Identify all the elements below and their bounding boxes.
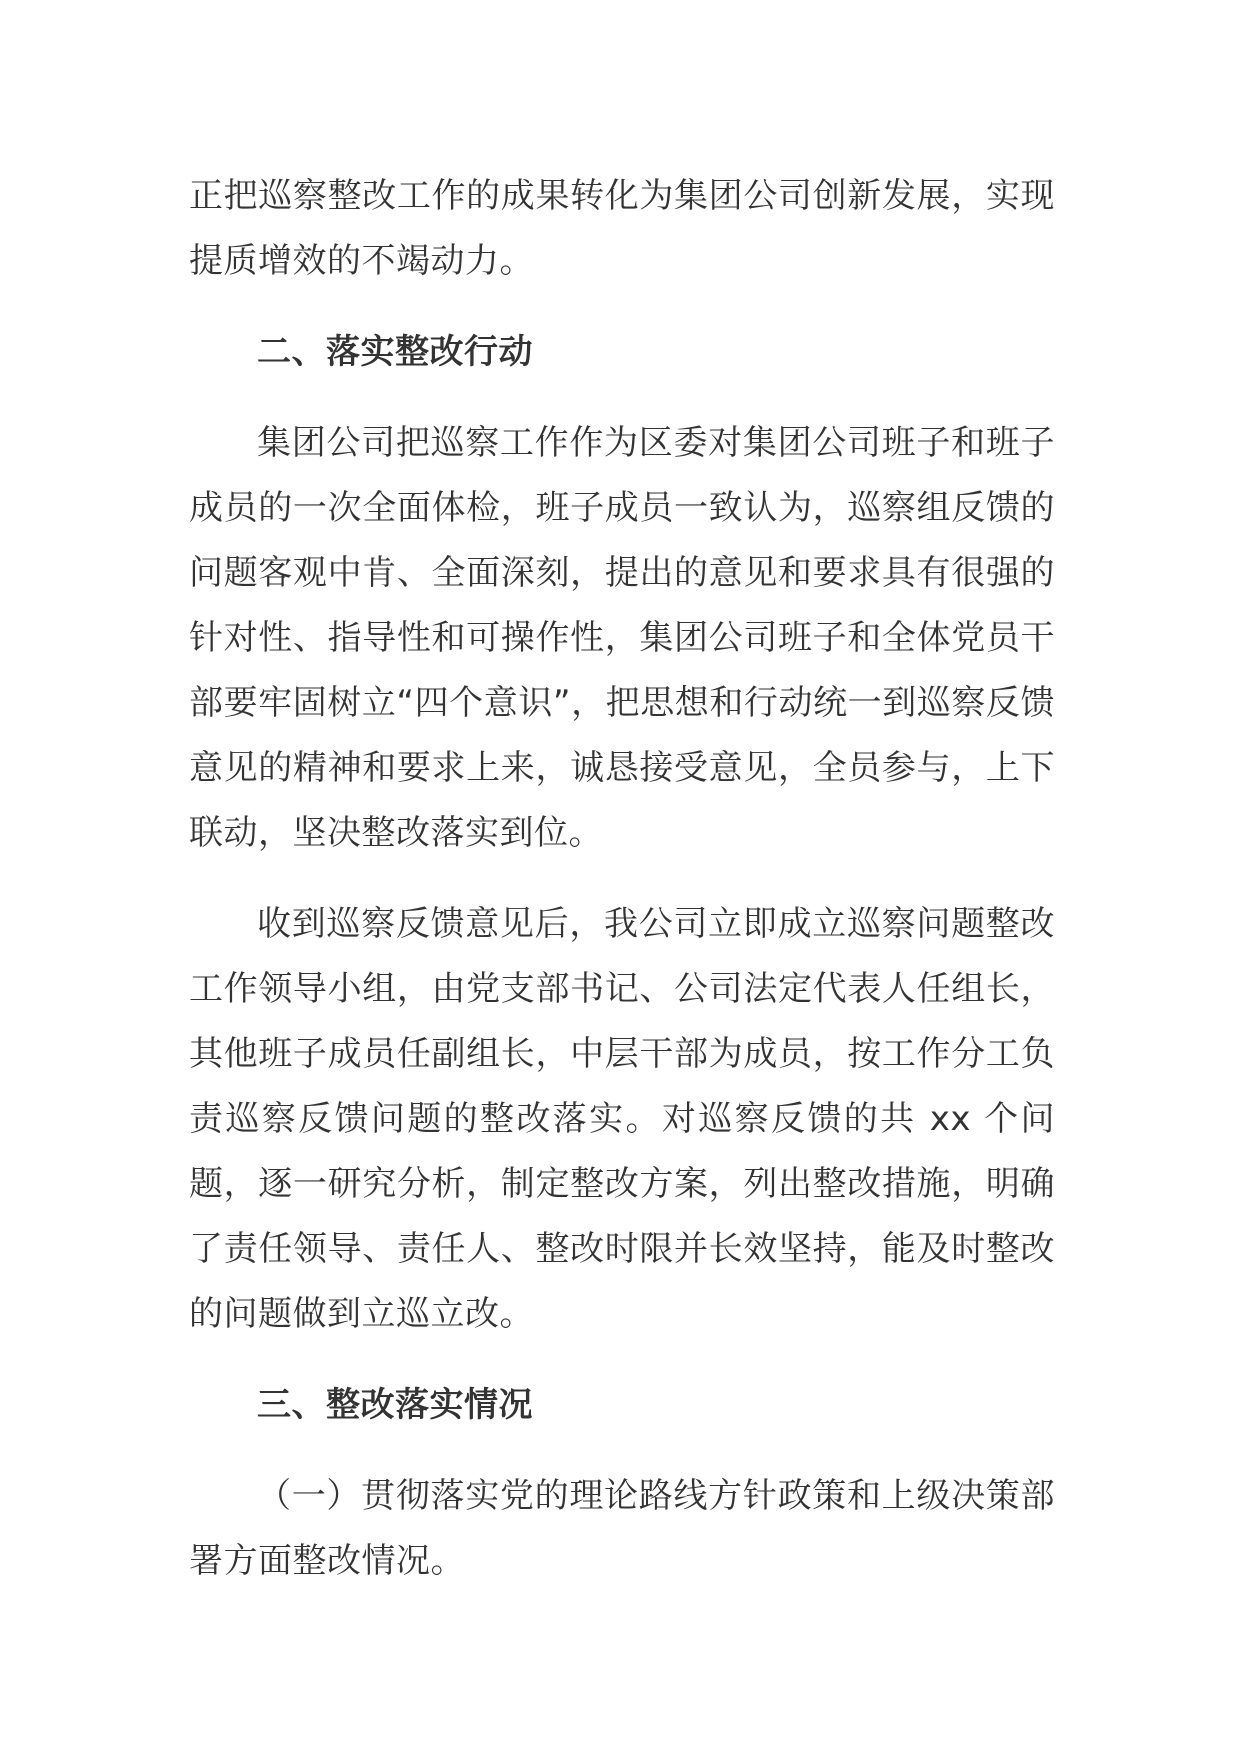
document-page [189,164,1055,1620]
paragraph-inspection-feedback: 集团公司把巡察工作作为区委对集团公司班子和班子成员的一次全面体检，班子成员一致认为，巡察组反馈的问题客观中肯、全面深刻，提出的意见和要求具有很强的针对性、指导性和可操作性，集团公司班子和全体党员干部要牢固树立“四个意识”，把思想和行动统一到巡察反馈意见的精神和要求上来，诚恳接受意见，全员参与，上下联动，坚决整改落实到位。 [189,423,1055,853]
section-heading-implement-rectification: 二、落实整改行动 [257,332,533,372]
paragraph-continuation: 正把巡察整改工作的成果转化为集团公司创新发展，实现提质增效的不竭动力。 [189,176,1055,281]
section-heading-rectification-status: 三、整改落实情况 [257,1385,533,1425]
paragraph-subsection-one: （一）贯彻落实党的理论路线方针政策和上级决策部署方面整改情况。 [189,1476,1055,1581]
paragraph-leadership-group: 收到巡察反馈意见后，我公司立即成立巡察问题整改工作领导小组，由党支部书记、公司法定代表人任组长，其他班子成员任副组长，中层干部为成员，按工作分工负责巡察反馈问题的整改落实。对巡察反馈的共 xx 个问题，逐一研究分析，制定整改方案，列出整改措施，明确了责任领导、责任人、整改时限并长效坚持，能及时整改的问题做到立巡立改。 [189,904,1055,1334]
